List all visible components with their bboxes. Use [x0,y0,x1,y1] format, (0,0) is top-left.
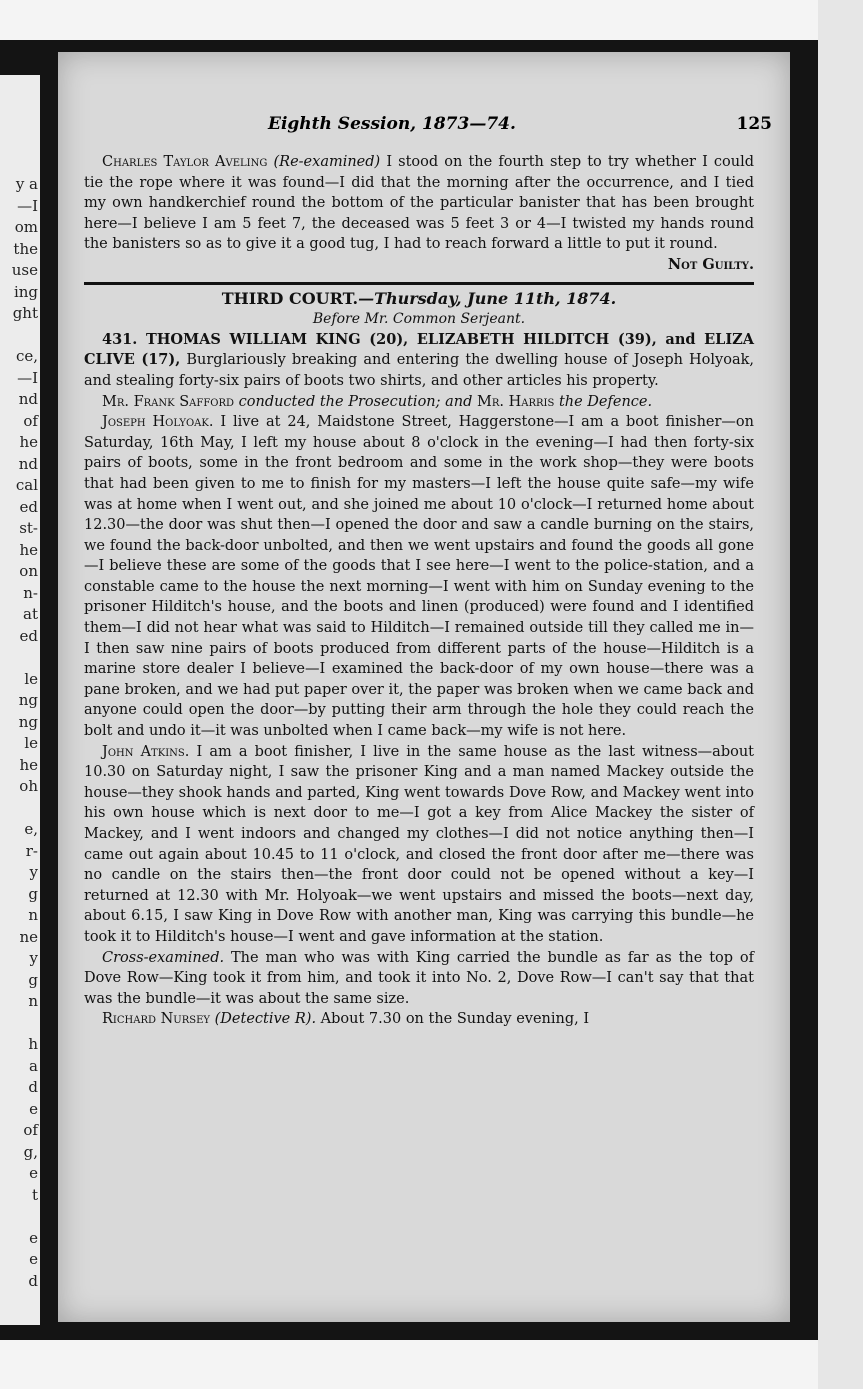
testimony-text: I live at 24, Maidstone Street, Haggerstone—I am a boot finisher—on Saturday, 16th May, I left my house about 8 o'clock in the evening—I had then forty-six pairs of boots, some in the front bedroom and some in the work shop—they were boots that had been given to me to finish for my masters—I left the house quite safe—my wife was at home when I went out, and she joined me about 10 o'clock—I returned home about 12.30—the door was shut then—I opened the door and saw a candle burning on the stairs, we found the back-door unbolted, and then we went upstairs and found the goods all gone—I believe these are some of the goods that I see here—I went to the police-station, and a constable came to the house the next morning—I went with him on Sunday evening to the prisoner Hilditch's house, and the boots and linen (produced) were found and I identified them—I did not hear what was said to Hilditch—I remained outside till they called me in—I then saw nine pairs of boots produced from different parts of the house—Hilditch is a marine store dealer I believe—I examined the back-door of my own house—there was a pane broken, and we had put paper over it, the paper was broken when we came back and anyone could open the door—by putting their arm through the hole they could reach the bolt and undo it—it was unbolted when I came back—my wife is not here. [84,414,754,740]
testimony-paragraph [84,1009,754,1030]
defence-counsel: Mr. Harris [477,393,555,410]
facing-page-fragment: n [28,906,38,924]
facing-page-fragment: n [28,992,38,1010]
case-heading: 431. THOMAS WILLIAM KING (20), ELIZABETH HILDITCH (39), and ELIZA CLIVE (17), [84,330,754,369]
facing-page-fragment: of [23,1121,38,1139]
witness-name: Joseph Holyoak. [102,414,214,431]
facing-page-fragment: e [29,1099,38,1118]
court-name: THIRD COURT. [221,288,359,308]
witness-note: (Re-examined) [273,154,381,170]
cross-examined-label: Cross-examined. [102,949,225,966]
facing-page-fragment: he [19,540,38,559]
running-title: Eighth Session, 1873—74. [268,114,516,134]
testimony-paragraph [84,412,754,742]
facing-page-fragment: d [28,1271,38,1290]
background-edge [818,0,863,1389]
facing-page-fragment: e [29,1250,38,1268]
previous-case-paragraph [84,152,754,255]
facing-page-fragment: ing [13,282,38,301]
witness-name: Richard Nursey [102,1011,211,1028]
facing-page-fragment: e [29,1228,38,1247]
testimony-text: I stood on the fourth step to try whether I could tie the rope where it was found—I did that the morning after the occurrence, and I tied my own handkerchief round the bottom of the particular banister that has been brought here—I believe I am 5 feet 7, the deceased was 5 feet 3 or 4—I twisted my hands round the banisters so as to give it a good tug, I had to reach forward a little to put it round. [84,154,755,253]
facing-page-fragment: y [29,863,38,881]
facing-page-fragment: e, [24,820,38,838]
facing-page-fragment: ne [19,927,38,946]
case-charge: Burglariously breaking and entering the dwelling house of Joseph Holyoak, and stealing forty-six pairs of boots two shirts, and other articles his property. [84,352,754,389]
case-heading-paragraph [84,330,754,392]
page-number: 125 [736,114,772,134]
facing-page-fragment: ng [18,712,38,731]
facing-page-fragment: nd [18,454,38,473]
facing-page-fragment: he [19,433,38,451]
prosecution-role: conducted the Prosecution; [234,393,446,410]
facing-page-fragment: le [24,669,38,688]
facing-page-fragment: g [28,884,38,903]
court-heading [84,289,754,310]
facing-page-fragment: t [31,1185,38,1204]
witness-note: (Detective R). [214,1011,317,1028]
facing-page-fragment: om [14,218,38,236]
facing-page-fragment: st- [19,519,38,537]
facing-page-fragment: ed [19,626,38,645]
facing-page-fragment: the [13,239,38,258]
counsel-line [84,392,754,413]
prosecution-counsel: Mr. Frank Safford [102,393,235,410]
court-date: —Thursday, June 11th, 1874. [358,288,617,308]
facing-page-fragment: use [11,261,38,279]
testimony-paragraph [84,742,754,948]
facing-page-fragment: —I [17,196,38,215]
presiding-judge: Before Mr. Common Serjeant. [312,311,526,328]
facing-page-fragment: at [23,605,38,623]
facing-page-fragment: n- [23,583,38,602]
facing-page-fragment: y [29,949,38,967]
verdict: Not Guilty. [667,255,754,273]
facing-page-fragment: ce, [15,347,38,365]
facing-page-fragment: —I [17,368,38,387]
facing-page-fragment: y a [15,175,38,193]
facing-page-fragment: on [19,562,38,580]
testimony-paragraph [84,948,754,1010]
facing-page-fragment: le [24,734,38,752]
witness-name: John Atkins. [102,743,190,760]
facing-page-fragment: ght [12,304,38,322]
facing-page-fragment: of [23,411,38,430]
testimony-text: About 7.30 on the Sunday evening, I [316,1011,590,1028]
facing-page-fragment: he [19,755,38,774]
facing-page-fragment: oh [19,777,38,795]
facing-page-fragment: e [29,1164,38,1182]
facing-page-fragment: ed [19,497,38,516]
witness-name: Charles Taylor Aveling [102,154,268,170]
counsel-and: and [445,393,478,410]
facing-page-fragment: a [29,1056,38,1075]
testimony-text: I am a boot finisher, I live in the same house as the last witness—about 10.30 on Saturday night, I saw the prisoner King and a man named Mackey outside the house—they shook hands and parted, King went towards Dove Row, and Mackey went into his own house which is next door to me—I got a key from Alice Mackey the sister of Mackey, and I went indoors and changed my clothes—I did not notice anything then—I came out again about 10.45 to 11 o'clock, and closed the front door after me—there was no candle on the stairs then—the front door could not be opened without a key—I returned at 12.30 with Mr. Holyoak—we went upstairs and missed the boots—next day, about 6.15, I saw King in Dove Row with another man, King was carrying this bundle—he took it to Hilditch's house—I went and gave information at the station. [84,743,754,945]
testimony-text: The man who was with King carried the bundle as far as the top of Dove Row—King took it from him, and took it into No. 2, Dove Row—I can't say that that was the bundle—it was about the same size. [84,949,754,1007]
facing-page-fragment: nd [18,390,38,408]
book-page [58,52,790,1322]
section-rule [84,282,754,285]
facing-page-fragment: ng [18,691,38,709]
facing-page-fragment: h [28,1035,38,1053]
facing-page-fragments [0,75,40,1325]
page-body [84,152,754,1030]
facing-page-fragment: d [28,1078,38,1096]
facing-page-fragment: g [28,970,38,989]
facing-page-fragment: r- [25,841,38,860]
facing-page-fragment: cal [15,476,38,494]
defence-role: the Defence. [554,393,653,410]
facing-page-fragment: g, [23,1142,38,1161]
